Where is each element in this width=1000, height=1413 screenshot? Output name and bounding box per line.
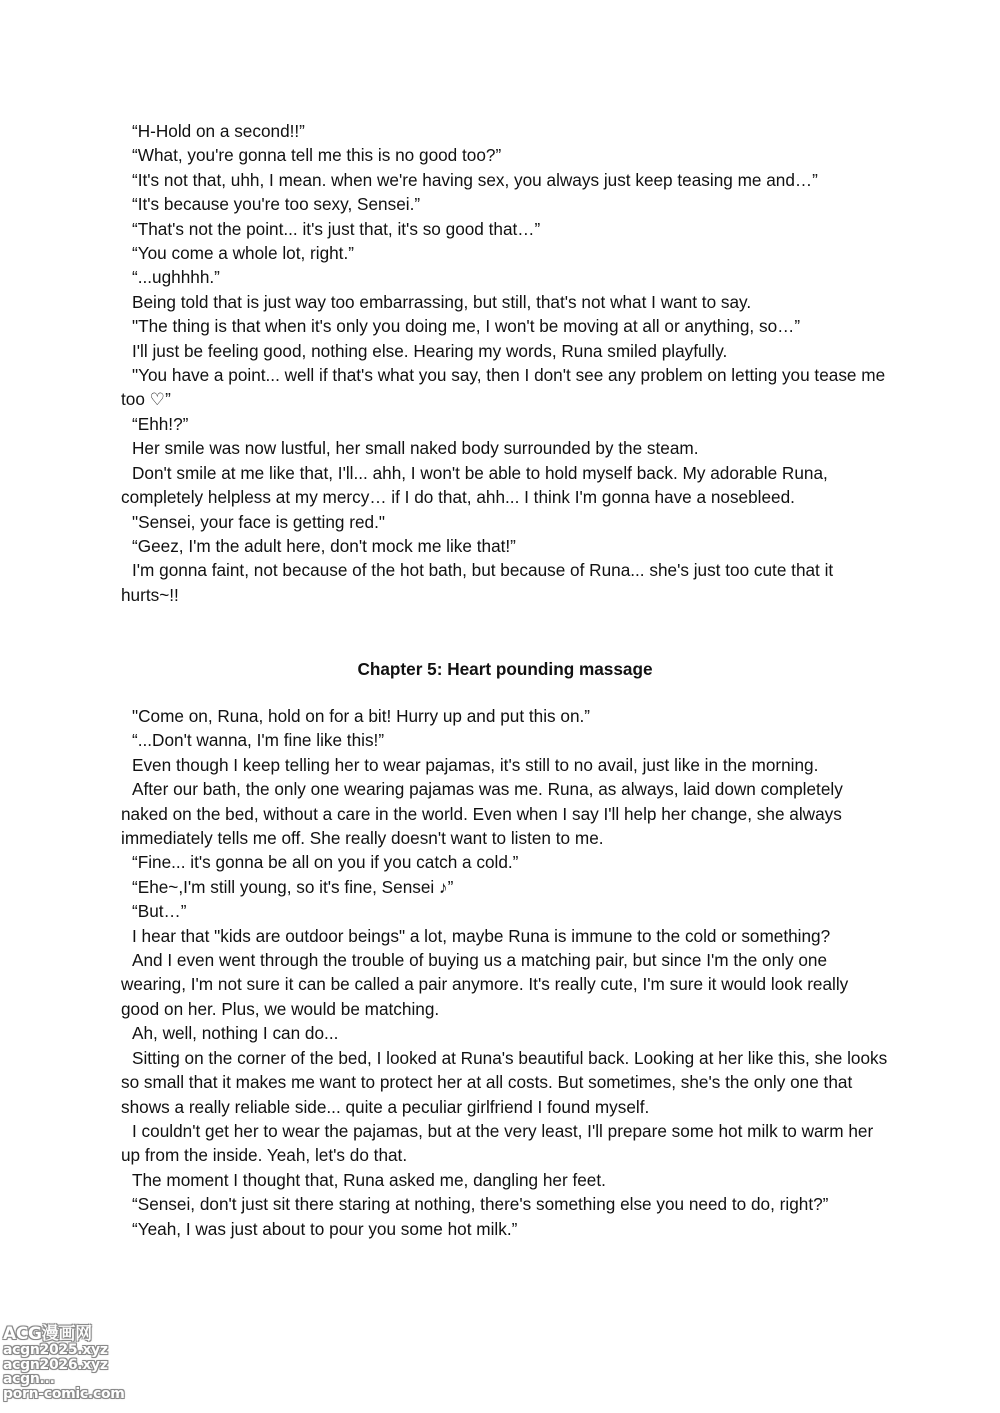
paragraph: “...Don't wanna, I'm fine like this!” — [132, 730, 385, 751]
paragraph: Ah, well, nothing I can do... — [132, 1023, 339, 1044]
paragraph: “It's because you're too sexy, Sensei.” — [132, 194, 421, 215]
text-section-1 — [121, 119, 891, 607]
paragraph: “It's not that, uhh, I mean. when we're having sex, you always just keep teasing me and…” — [132, 169, 818, 190]
paragraph: “Geez, I'm the adult here, don't mock me like that!” — [132, 535, 516, 556]
paragraph: “That's not the point... it's just that, it's so good that…” — [132, 218, 541, 239]
paragraph: Sitting on the corner of the bed, I looked at Runa's beautiful back. Looking at her like this, she looks so small that it makes me want to protect her at all costs. But sometimes, she's the only one that shows a really reliable side... quite a peculiar girlfriend I found myself. — [121, 1047, 888, 1117]
paragraph: "You have a point... well if that's what you say, then I don't see any problem on letting you tease me too ♡” — [121, 365, 886, 410]
paragraph: Being told that is just way too embarrassing, but still, that's not what I want to say. — [132, 291, 752, 312]
paragraph: I'm gonna faint, not because of the hot bath, but because of Runa... she's just too cute that it hurts~!! — [121, 560, 834, 605]
paragraph: And I even went through the trouble of buying us a matching pair, but since I'm the only one wearing, I'm not sure it can be called a pair anymore. It's really cute, I'm sure it would look really good on her. Plus, we would be matching. — [121, 950, 849, 1019]
paragraph: “Sensei, don't just sit there staring at nothing, there's something else you need to do, right?” — [132, 1194, 829, 1215]
paragraph: "The thing is that when it's only you doing me, I won't be moving at all or anything, so…” — [132, 316, 801, 337]
watermark-line: acgn2025.xyz — [3, 1342, 108, 1358]
paragraph: Don't smile at me like that, I'll... ahh, I won't be able to hold myself back. My adorable Runa, completely helpless at my mercy… if I do that, ahh... I think I'm gonna have a nosebleed. — [121, 462, 828, 508]
paragraph: “Ehe~,I'm still young, so it's fine, Sensei ♪” — [132, 876, 454, 897]
chapter-title: Chapter 5: Heart pounding massage — [357, 659, 653, 679]
paragraph: “What, you're gonna tell me this is no good too?” — [132, 145, 502, 166]
paragraph: I hear that "kids are outdoor beings" a lot, maybe Runa is immune to the cold or something? — [132, 925, 831, 946]
paragraph: After our bath, the only one wearing pajamas was me. Runa, as always, laid down completely naked on the bed, without a care in the world. Even when I say I'll help her change, she always immediately tells me off. She really doesn't want to listen to me. — [121, 779, 843, 849]
paragraph: “You come a whole lot, right.” — [132, 243, 354, 264]
text-section-2 — [121, 704, 891, 1241]
watermark-line: ACG漫画网 — [3, 1324, 92, 1344]
watermark — [3, 1325, 133, 1401]
paragraph: “Yeah, I was just about to pour you some hot milk.” — [132, 1218, 518, 1239]
paragraph: “H-Hold on a second!!” — [132, 121, 305, 141]
paragraph: Her smile was now lustful, her small naked body surrounded by the steam. — [132, 438, 699, 459]
watermark-line: porn-comic.com — [3, 1385, 125, 1402]
paragraph: I'll just be feeling good, nothing else. Hearing my words, Runa smiled playfully. — [132, 340, 728, 361]
paragraph: “But…” — [132, 901, 187, 922]
paragraph: “...ughhhh.” — [132, 267, 220, 288]
paragraph: “Fine... it's gonna be all on you if you catch a cold.” — [132, 852, 519, 873]
watermark-line: acgn2026.xyz — [3, 1356, 108, 1373]
paragraph: "Sensei, your face is getting red." — [132, 511, 385, 532]
paragraph: “Ehh!?” — [132, 413, 189, 434]
paragraph: I couldn't get her to wear the pajamas, but at the very least, I'll prepare some hot milk to warm her up from the inside. Yeah, let's do that. — [121, 1120, 874, 1166]
watermark-line: acgn... — [3, 1371, 55, 1388]
paragraph: "Come on, Runa, hold on for a bit! Hurry up and put this on.” — [132, 706, 591, 726]
paragraph: Even though I keep telling her to wear pajamas, it's still to no avail, just like in the morning. — [132, 754, 819, 775]
paragraph: The moment I thought that, Runa asked me, dangling her feet. — [132, 1169, 606, 1190]
